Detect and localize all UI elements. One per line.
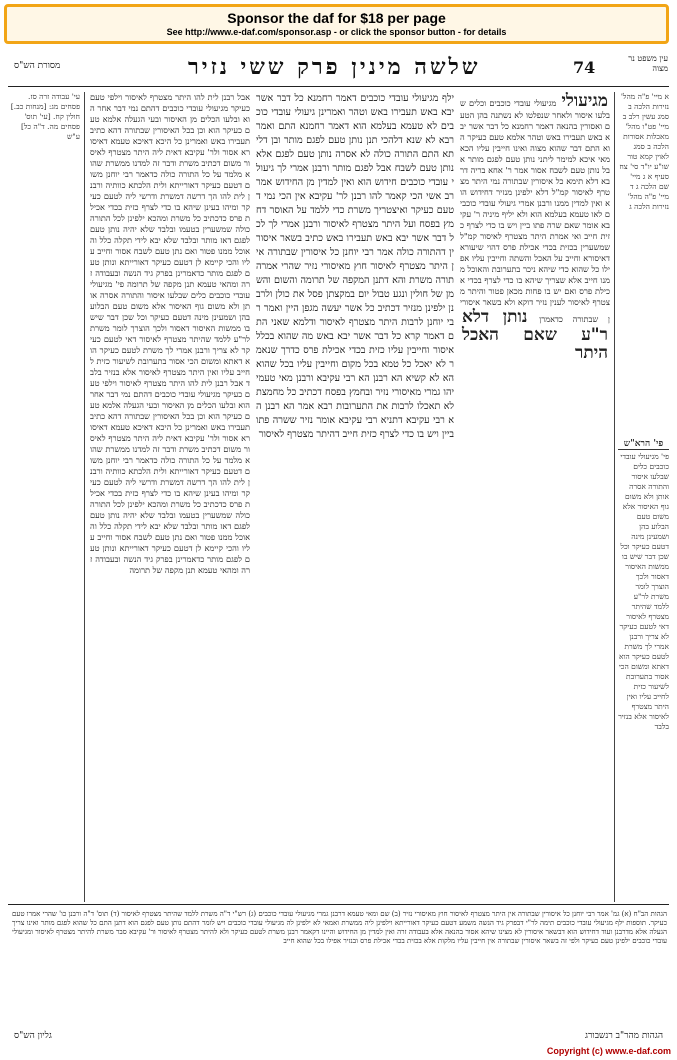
dibur-hamatchil-6: האכל: [462, 325, 499, 345]
rashi-margin-column: [618, 437, 669, 902]
bottom-rule: [8, 904, 669, 905]
right-margin-references: א מיי' פ"ה מהל' נזירות הלכה ב סמג עשין רלב ב מיי' פט"ו מהל' מאכלות אסורות הלכה ב סמג לאוין קמא טור שו"ע יו"ד סי' צח סעיף א ג מיי' שם הלכה ג ד מיי' פ"ה מהל' נזירות הלכה ג: [619, 92, 669, 211]
left-commentary-column: [90, 92, 250, 902]
page-header: [8, 52, 669, 86]
rashi-margin-text: פי' מגיעולי עובדי כוכבים כלים שבלעו איסור והתורה אסרה אותן ולא משום גוף האיסור אלא משום טעם הבלוע בהן ושמעינן מינה דטעם כעיקר וכל שכן דבר שיש בו ממשות האיסור דאסור ולכך הוצרך לומר משרת לר"ע ללמד שהיתר מצטרף לאיסור דאי לטעם כעיקר לא צריך ורבנן אמרי לך משרת לטעם כעיקר הוא דאתא ומשום הכי אסור בתערובת לשיעור כזית לחייב עליו ואין היתר מצטרף לאיסור אלא בנזיר בלבד: [618, 452, 669, 731]
masoret-hashas-label: מסורת הש"ס: [14, 61, 61, 71]
sponsor-banner-subtitle[interactable]: See http://www.e-daf.com/sponsor.asp - or click the sponsor button - for details: [166, 27, 507, 37]
gemara-text: ילף מגיעולי עובדי כוכבים דאמר רחמנא כל דבר אשר יבא באש תעבירו באש וטהר ואמרינן גיעולי עובדי כוכבים לא טעמא בעלמא הוא דאמר רחמנא התם ואמר רבא לא שנא דלהכי תנן נותן טעם לפגם מותר ובן דליתא התם התורה כולה לא אסרה נותן טעם לפגם אלא נותן טעם לשבח אבל לפגם מותר ורבנן אמרי לך גיעולי עובדי כוכבים חידוש הוא ואין למדין מן החידוש אמר רב אשי הכי קאמר להו רבנן לר' עקיבא אין הכי נמי דטעם כעיקר ואיצטריך משרת כדי ללמד על האוסר דחמץ בפסח ועל היתר מצטרף לאיסור ורבנן אמרי לך לכל דבר אשר יבא באש תעבירו באש כתיב בשאר איסורין דהתורה כולה אמר רבי יוחנן כל איסורין שבתורה אין היתר מצטרף לאיסור חוץ מאיסורי נזיר שהרי אמרה תורה משרת והא דתנן המקפה של תרומה והשום והשמן של חולין ונגע טבול יום במקצתן פסל את כולן ולרבנן ילפינן מנזיר דכתיב כל אשר יעשה מגפן היין ואמר רבי יוחנן לרבות היתר מצטרף לאיסור ודלמא שאני התם דאמר קרא כל דבר אשר יבא באש מה שהוא בכלל איסור וחייבין עליו כזית בכדי אכילת פרס כדרך שנאמר לא יאכל כל טמא בכל מקום וחייבין עליו בכל שהוא הא לא קשיא הא רבנן הא רבי עקיבא ורבנן מאי טעמייהו גמרי מאיסורי נזיר ובחמץ בפסח דכתיב כל מחמצת לא תאכלו לרבות את התערובות רבא אמר הא רבנן הא רבי עקיבא דתניא רבי עקיבא אומר נזיר ששרה פתו ביין ויש בו כדי לצרף כזית חייב דהיתר מצטרף לאיסור: [256, 93, 454, 440]
left-margin-references: עי' עבודה זרה סז. פסחים מג: [מנחות כב.] חולין קח. [עי' תוס' פסחים מה. ד"ה כל] ע"ש: [10, 92, 80, 141]
right-commentary-column: [460, 92, 610, 902]
right-margin-divider: [614, 92, 615, 902]
gilyon-hashas-label: גליון הש"ס: [14, 1031, 52, 1041]
left-margin-divider: [84, 92, 85, 902]
dibur-hamatchil-7: היתר: [575, 343, 608, 363]
dibur-hamatchil-5: שאם: [523, 325, 557, 345]
copyright-link[interactable]: Copyright (c) www.e-daf.com: [546, 1046, 671, 1056]
folio-number: 74: [573, 58, 596, 77]
rashi-heading: פי' הרא"ש: [618, 439, 669, 450]
ein-mishpat-label: עין משפט נר מצוה: [628, 54, 668, 73]
gemara-column: [256, 92, 454, 804]
header-rule: [8, 86, 669, 87]
left-commentary-text-cont: פי' מגיעולי עובדי כוכבים כלים שבלעו איסור והתורה אסרה אותן ולא משום גוף האיסור אלא משום טעם הבלוע בהן ושמעינן מינה דטעם כעיקר וכל שכן דבר שיש בו ממשות האיסור דאסור ולכך הוצרך לומר משרת לר"ע ללמד שהיתר מצטרף לאיסור דאי לטעם כעיקר לא צריך ורבנן אמרי לך משרת לטעם כעיקר הוא דאתא ומשום הכי אסור בתערובת לשיעור כזית לחייב עליו ואין היתר מצטרף לאיסור אלא בנזיר בלבד: [90, 279, 250, 388]
dibur-hamatchil-3: דלא: [462, 307, 490, 327]
talmud-page: [8, 52, 669, 1040]
right-commentary-text: מגיעולי עובדי כוכבים וכלים שבלעו איסור ולאחר שנפלטו לא נשתנה בהן הטעם ואסורין בהנאה דאמר רחמנא כל דבר אשר יבא באש תעבירו באש וטהר אלמא טעם כעיקר הוא התם דבר שהוא מצוה ואינו חייבין עליו הכא מאי איכא למימר ליתני נותן טעם לפגם מותר אבל נותן טעם לשבח אסור אמר ר' אחא בריה דרבא דלא תימא כל איסורין שבתורה נמי היתר מצטרף לאיסור קמ"ל דלא ילפינן מנזיר דחידוש הוא ואין למדין ממנו ורבנן אמרי גיעולי עובדי כוכבים לאו טעמא בעלמא הוא ולא יליף מיניה ר' עקיבא אומר שאם שרה פתו ביין ויש בו כדי לצרף כזית חייב ואי אמרת היתר מצטרף לאיסור קמ"ל שמשערין בכזית בכדי אכילת פרס דהוי שיעורא דאיסורא וחייב על האכל והשתה וחייבין עליו אפילו כל שהוא כדי שיהא ניכר בתערובת והאוכל ממנו חייב אלא שצריך שיהא בו כדי לצרף בכדי אכילת פרס ואם יש בו פחות מכאן פטור והיתר מצטרף לאיסור לענין נזיר דוקא ולא בשאר איסורין שבתורה כדאמרן: [460, 98, 610, 324]
page-title: שלשה מינין פרק ששי נזיר: [188, 54, 481, 80]
sponsor-banner-title[interactable]: Sponsor the daf for $18 per page: [227, 10, 446, 26]
left-commentary-text: אבל רבנן לית להו היתר מצטרף לאיסור וילפי טעם כעיקר מגיעולי עובדי כוכבים דהתם נמי דבר אחר הוא ובלעו הכלים מן האיסור ובעי הגעלה אלמא טעם כעיקר הוא וכן בכל האיסורין שבתורה דהא כתיב תעבירו באש ואמרינן כל היכא דאיכא טעמא דאיסורא אסור ולר' עקיבא דאית ליה היתר מצטרף לאיסור משום דכתיב משרת ודבר זה למדנו ממשרת שהוא מלמד על כל התורה כולה כדאמר רבי יוחנן משום דטעם כעיקר דאורייתא ולית הלכתא כוותיה ורבנן לית להו הך דרשה דמשרת ודרשי ליה לטעם כעיקר ומיהו בעינן שיהא בו כדי לצרף כזית בכדי אכילת פרס כדכתיב כל משרת ומהכא ילפינן לכל התורה כולה שמשערין בטעמו ובלבד שלא יהיה נותן טעם לפגם דאז מותר ובלבד שלא יבא לידי תקלה כלל והאוכל ממנו פטור ואם נתן טעם לשבח אסור וחייב עליו והכי קיימא לן דטעם כעיקר דאורייתא ונותן טעם לפגם מותר כדאמרינן בפרק גיד הנשה ובעבודה זרה ומהאי טעמא תנן מקפה של תרומה: [90, 92, 250, 289]
left-commentary-text-more: אבל רבנן לית להו היתר מצטרף לאיסור וילפי טעם כעיקר מגיעולי עובדי כוכבים דהתם נמי דבר אחר הוא ובלעו הכלים מן האיסור ובעי הגעלה אלמא טעם כעיקר הוא וכן בכל האיסורין שבתורה דהא כתיב תעבירו באש ואמרינן כל היכא דאיכא טעמא דאיסורא אסור ולר' עקיבא דאית ליה היתר מצטרף לאיסור משום דכתיב משרת ודבר זה למדנו ממשרת שהוא מלמד על כל התורה כולה כדאמר רבי יוחנן משום דטעם כעיקר דאורייתא ולית הלכתא כוותיה ורבנן לית להו הך דרשה דמשרת ודרשי ליה לטעם כעיקר ומיהו בעינן שיהא בו כדי לצרף כזית בכדי אכילת פרס כדכתיב כל משרת ומהכא ילפינן לכל התורה כולה שמשערין בטעמו ובלבד שלא יהיה נותן טעם לפגם דאז מותר ובלבד שלא יבא לידי תקלה כלל והאוכל ממנו פטור ואם נתן טעם לשבח אסור וחייב עליו והכי קיימא לן דטעם כעיקר דאורייתא ונותן טעם לפגם מותר כדאמרינן בפרק גיד הנשה ובעבודה זרה ומהאי טעמא תנן מקפה של תרומה: [90, 378, 250, 575]
bottom-notes: הגהות הב"ח (א) גמ' אמר רבי יוחנן כל איסורין שבתורה אין היתר מצטרף לאיסור חוץ מאיסורי נזיר (ב) שם ומאי טעמא דרבנן גמרי מגיעולי עובדי כוכבים (ג) רש"י ד"ה משרת ללמד שהיתר מצטרף לאיסור (ד) תוס' ד"ה ורבנן כו' שהרי אמרו טעם כעיקר. תוספות ילף מגיעולי עובדי כוכבים תימה לר"י דבפרק גיד הנשה משמע דטעם כעיקר דאורייתא וילפינן ליה ממשרת ואמאי לא ילפינן לה מגיעולי עובדי כוכבים ויש לומר דהתם נותן טעם לפגם הוא דתנן התם כל שהוא לפגם מותר ואינו צריך הגעלה אלא מדרבנן ועוד דחידוש הוא דבשאר איסורין לא מצינו שיהא אסור בהנאה אלא בעבודה זרה ואין למדין מן החידוש והיינו דקאמר רבנן משרת לטעם כעיקר ולא להיתר מצטרף לאיסור ור' עקיבא סבר משרת להיתר מצטרף לאיסור ומגיעולי עובדי כוכבים ילפינן טעם כעיקר ולפי זה בשאר איסורין שבתורה אין חייבין עליו מלקות אלא בכזית בכדי אכילת פרס ובנזיר אפילו בכל שהוא חייב: [12, 910, 667, 945]
dibur-hamatchil-4: ר"ע: [581, 325, 609, 345]
hagahot-label: הגהות מהר"ב רנשבורג: [585, 1031, 663, 1041]
sponsor-banner[interactable]: [4, 4, 669, 44]
dibur-hamatchil-1: מגיעולי: [561, 92, 608, 111]
dibur-hamatchil-2: נותן: [502, 307, 528, 327]
